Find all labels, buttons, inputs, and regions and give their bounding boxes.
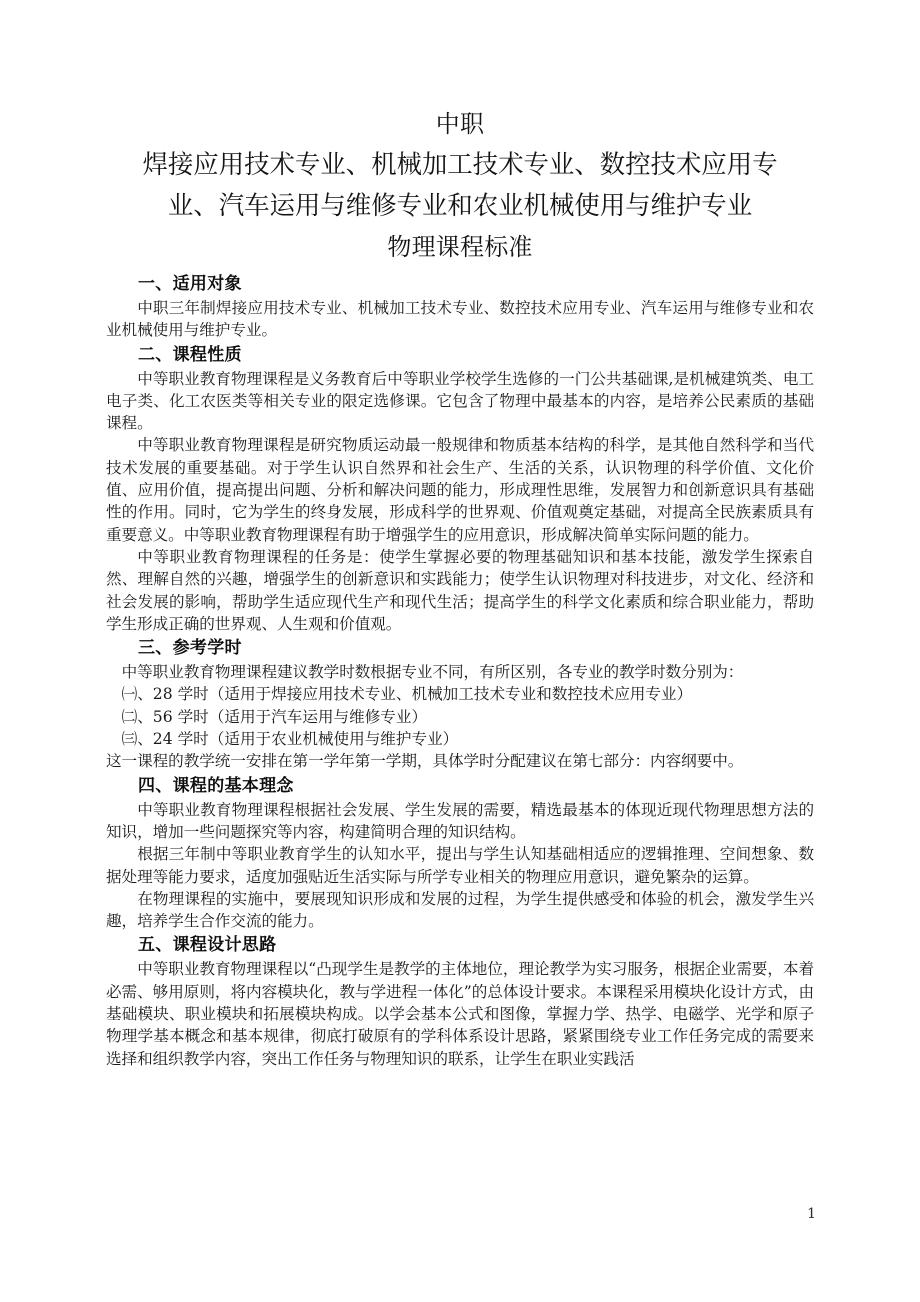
section-heading: 五、课程设计思路	[138, 935, 277, 956]
section-heading: 三、参考学时	[138, 638, 242, 659]
section-heading: 二、课程性质	[138, 344, 242, 365]
document-title-line-1: 中职	[435, 110, 485, 138]
page-number: 1	[807, 1206, 816, 1222]
section-paragraph: 在物理课程的实施中，要展现知识形成和发展的过程，为学生提供感受和体验的机会，激发学生兴趣，培养学生合作交流的能力。	[106, 889, 814, 931]
section-intro-paragraph: 中等职业教育物理课程建议教学时数根据专业不同，有所区别，各专业的教学时数分别为：	[121, 663, 744, 682]
section-paragraph: 中等职业教育物理课程是义务教育后中等职业学校学生选修的一门公共基础课,是机械建筑类、电工电子类、化工农医类等相关专业的限定选修课。它包含了物理中最基本的内容，是培养公民素质的基础课程。	[106, 369, 814, 433]
section-paragraph: 中等职业教育物理课程以“凸现学生是教学的主体地位，理论教学为实习服务，根据企业需要，本着必需、够用原则，将内容模块化，教与学进程一体化”的总体设计要求。本课程采用模块化设计方式，由基础模块、职业模块和拓展模块构成。以学会基本公式和图像，掌握力学、热学、电磁学、光学和原子物理学基本概念和基本规律，彻底打破原有的学科体系设计思路，紧紧围绕专业工作任务完成的需要来选择和组织教学内容，突出工作任务与物理知识的联系，让学生在职业实践活	[106, 960, 814, 1068]
document-title-line-2: 焊接应用技术专业、机械加工技术专业、数控技术应用专	[142, 150, 778, 180]
list-item: ㈡、56 学时（适用于汽车运用与维修专业）	[121, 707, 428, 726]
section-heading: 四、课程的基本理念	[138, 775, 294, 796]
section-design-approach	[106, 933, 814, 1069]
document-title-line-4: 物理课程标准	[387, 233, 533, 261]
list-item: ㈢、24 学时（适用于农业机械使用与维护专业）	[121, 730, 459, 749]
section-basic-concepts	[106, 774, 814, 933]
section-paragraph: 中等职业教育物理课程的任务是：使学生掌握必要的物理基础知识和基本技能，激发学生探索自然、理解自然的兴趣，增强学生的创新意识和实践能力；使学生认识物理对科技进步，对文化、经济和社会发展的影响，帮助学生适应现代生产和现代生活；提高学生的科学文化素质和综合职业能力，帮助学生形成正确的世界观、人生观和价值观。	[106, 547, 814, 633]
section-reference-hours	[106, 636, 814, 772]
section-paragraph: 中等职业教育物理课程是研究物质运动最一般规律和物质基本结构的科学，是其他自然科学和当代技术发展的重要基础。对于学生认识自然界和社会生产、生活的关系，认识物理的科学价值、文化价值、应用价值，提高提出问题、分析和解决问题的能力，形成理性思维，发展智力和创新意识具有基础性的作用。同时，它为学生的终身发展，形成科学的世界观、价值观奠定基础，对提高全民族素质具有重要意义。中等职业教育物理课程有助于增强学生的应用意识，形成解决简单实际问题的能力。	[106, 436, 814, 544]
document-title-line-3: 业、汽车运用与维修专业和农业机械使用与维护专业	[167, 191, 753, 221]
section-outro-paragraph: 这一课程的教学统一安排在第一学年第一学期，具体学时分配建议在第七部分：内容纲要中。	[106, 752, 744, 771]
list-item: ㈠、28 学时（适用于焊接应用技术专业、机械加工技术专业和数控技术应用专业）	[121, 685, 693, 704]
section-heading: 一、适用对象	[138, 274, 242, 294]
document-title-block	[106, 104, 814, 268]
section-paragraph: 中职三年制焊接应用技术专业、机械加工技术专业、数控技术应用专业、汽车运用与维修专业和农业机械使用与维护专业。	[106, 299, 814, 340]
section-applicable-audience	[106, 272, 814, 342]
document-content	[106, 104, 814, 1070]
section-paragraph: 中等职业教育物理课程根据社会发展、学生发展的需要，精选最基本的体现近现代物理思想方法的知识，增加一些问题探究等内容，构建简明合理的知识结构。	[106, 800, 814, 841]
section-paragraph: 根据三年制中等职业教育学生的认知水平，提出与学生认知基础相适应的逻辑推理、空间想象、数据处理等能力要求，适度加强贴近生活实际与所学专业相关的物理应用意识，避免繁杂的运算。	[106, 845, 814, 886]
section-course-nature	[106, 343, 814, 636]
